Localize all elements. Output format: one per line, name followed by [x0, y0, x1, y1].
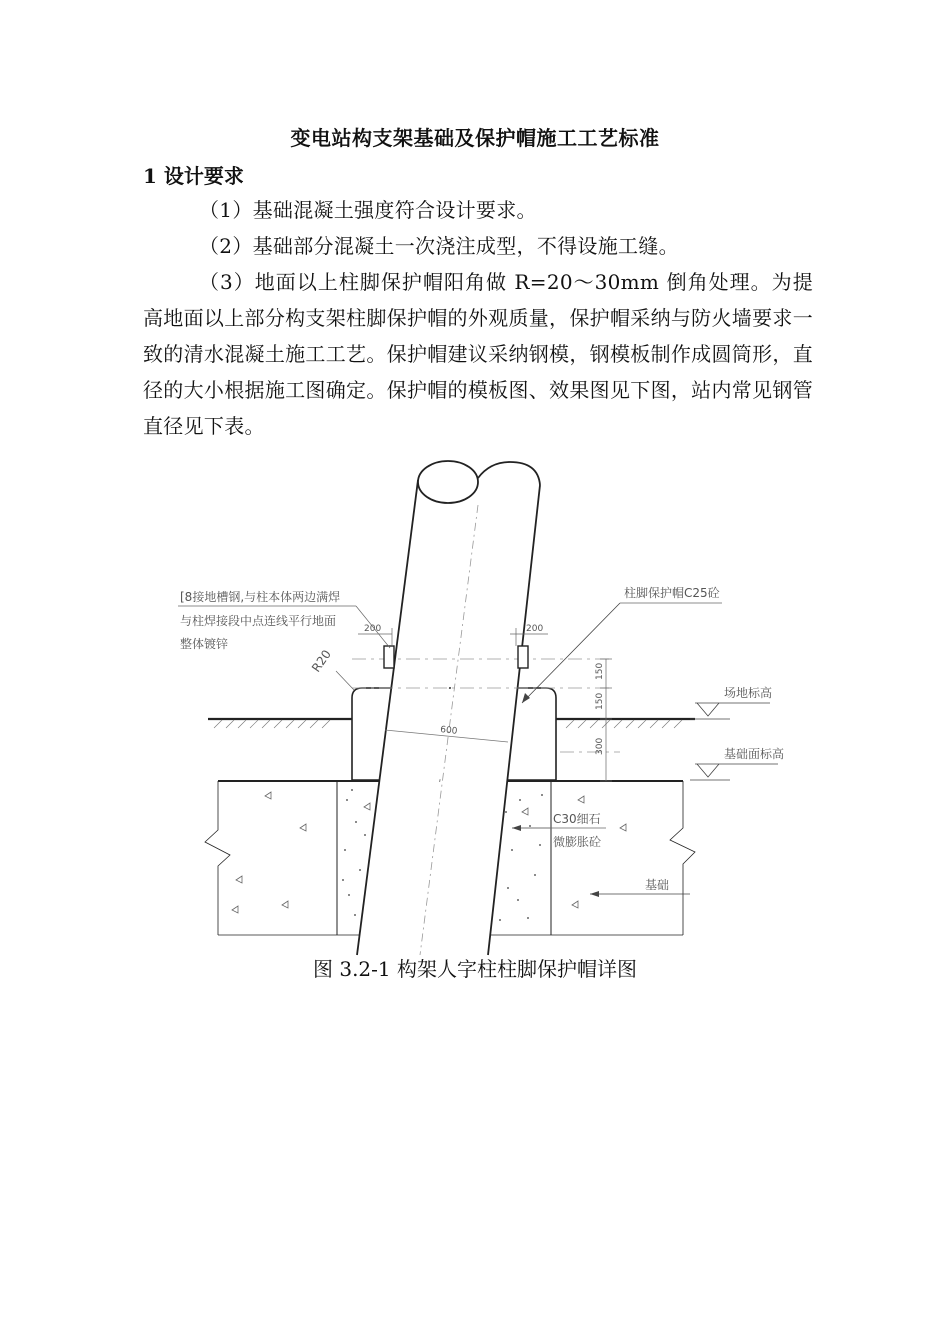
paragraph-3: （3）地面以上柱脚保护帽阳角做 R=20～30mm 倒角处理。为提高地面以上部分构支架柱脚保护帽的外观质量，保护帽采纳与防火墙要求一致的清水混凝土施工工艺。保护帽建议采纳钢模，钢模板制作成圆筒形，直径的大小根据施工图确定。保护帽的模板图、效果图见下图，站内常见钢管直径见下表。 — [143, 270, 813, 438]
radius-label: R20 — [308, 647, 334, 675]
grout-note-line2: 微膨胀砼 — [553, 835, 602, 849]
dim-150-top: 150 — [595, 662, 605, 680]
foundation-note: 基础 — [645, 878, 670, 892]
column-foot-cap-drawing — [180, 455, 785, 955]
channel-note-line2: 与柱焊接段中点连线平行地面 — [180, 614, 337, 628]
dim-600: 600 — [439, 725, 458, 737]
site-level-symbol — [690, 703, 770, 719]
dim-150-bottom: 150 — [595, 692, 605, 710]
paragraph-2: （2）基础部分混凝土一次浇注成型，不得设施工缝。 — [199, 234, 679, 258]
section-heading: 1 设计要求 — [143, 164, 244, 188]
foundation-level-symbol — [690, 764, 778, 780]
figure-caption: 图 3.2-1 构架人字柱柱脚保护帽详图 — [312, 957, 637, 981]
cap-note: 柱脚保护帽C25砼 — [624, 586, 720, 600]
dim-300: 300 — [595, 737, 605, 755]
dim-200-left: 200 — [364, 624, 382, 634]
grout-note-line1: C30细石 — [553, 812, 601, 826]
grounding-channel-right — [518, 646, 528, 668]
grounding-channel-left — [384, 646, 394, 668]
paragraph-1: （1）基础混凝土强度符合设计要求。 — [199, 198, 537, 222]
dim-200-right: 200 — [526, 624, 544, 634]
channel-note-line1: [8接地槽钢,与柱本体两边满焊 — [180, 590, 341, 604]
pipe-top-left — [418, 461, 478, 503]
site-level-label: 场地标高 — [724, 686, 773, 700]
channel-note-line3: 整体镀锌 — [180, 637, 229, 651]
foundation-level-label: 基础面标高 — [724, 747, 785, 761]
document-title: 变电站构支架基础及保护帽施工工艺标准 — [290, 126, 660, 150]
